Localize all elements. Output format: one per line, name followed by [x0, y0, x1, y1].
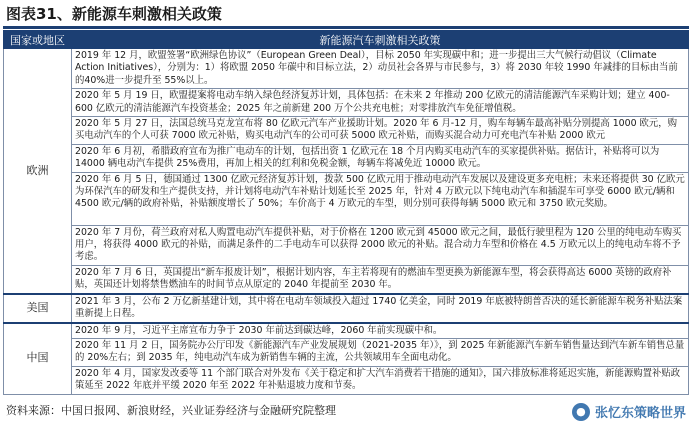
table-header-row — [4, 31, 689, 49]
title-rule — [3, 26, 689, 29]
policy-cell: 2020 年 4 月，国家发改委等 11 个部门联合对外发布《关于稳定和扩大汽车消费若干措施的通知》，国六排放标准将延迟实施，新能源购置补贴政策延至 2022 年底并平缓 2020 年至 2022 年补贴退坡力度和节奏。 — [72, 366, 689, 394]
region-usa: 美国 — [4, 294, 72, 323]
table-row — [4, 294, 689, 323]
source-note: 资料来源：中国日报网、新浪财经，兴业证券经济与金融研究院整理 — [6, 404, 336, 417]
policy-cell: 2020 年 11 月 2 日，国务院办公厅印发《新能源汽车产业发展规划（2021-2035 年）》，到 2025 年新能源汽车新车销售量达到汽车新车销售总量的 20%左右；到 2035 年，纯电动汽车成为新销售车辆的主流，公共领域用车全面电动化。 — [72, 339, 689, 367]
policy-cell: 2020 年 6 月 5 日，德国通过 1300 亿欧元经济复苏计划，拨款 500 亿欧元用于推动电动汽车发展以及建设更多充电桩；未来还将提供 30 亿欧元为环保汽车的研发和生产提供支持，并计划将电动汽车补贴计划延长至 2025 年，针对 4 万欧元以下纯电动汽车和插混车可享受 6000 欧元/辆和 4500 欧元/辆的政府补贴，补贴额度增长了 50%；车价高于 4 万欧元的车型，则分别可获得每辆 5000 欧元和 3750 欧元奖励。 — [72, 172, 689, 225]
policy-cell: 2019 年 12 月，欧盟签署“欧洲绿色协议”（European Green Deal），目标 2050 年实现碳中和；进一步提出三大气候行动倡议（Climate Action Initiatives），分别为：1）将欧盟 2050 年碳中和目标立法，2）动员社会各界与市民参与，3）将 2030 年较 1990 年减排的目标由当前的40%进一步提升至 55%以上。 — [72, 49, 689, 89]
wechat-icon: ● — [572, 403, 590, 421]
table-row — [4, 225, 689, 265]
policy-cell: 2020 年 5 月 27 日，法国总统马克龙宣布将 80 亿欧元汽车产业援助计划。2020 年 6 月-12 月，购车每辆车最高补贴分别提高 1000 欧元，购买电动汽车的个人可获 7000 欧元补贴，购买电动汽车的公司可获 5000 欧元补贴，而购买混合动力可充电汽车补贴 2000 欧元 — [72, 117, 689, 145]
table-row — [4, 339, 689, 367]
policy-cell: 2020 年 6 月初，希腊政府宣布为推广电动车的计划，包括出资 1 亿欧元在 18 个月内购买电动汽车的买家提供补贴。据估计，补贴将可以为 14000 辆电动汽车提供 25%费用，再加上相关的红利和免税金额，每辆车将减免近 10000 欧元。 — [72, 144, 689, 172]
table-row — [4, 144, 689, 172]
policy-cell: 2021 年 3 月，公布 2 万亿新基建计划，其中将在电动车领域投入超过 1740 亿美金，同时 2019 年底被特朗普否决的延长新能源车税务补贴法案重新提上日程。 — [72, 294, 689, 323]
watermark — [572, 402, 686, 421]
table-row — [4, 366, 689, 394]
table-row — [4, 49, 689, 89]
watermark-label: 张忆东策略世界 — [594, 406, 686, 421]
figure-title: 图表31、新能源车刺激相关政策 — [6, 5, 222, 23]
header-region: 国家或地区 — [4, 31, 72, 49]
region-china: 中国 — [4, 323, 72, 395]
region-europe: 欧洲 — [4, 49, 72, 294]
header-policy: 新能源汽车刺激相关政策 — [72, 31, 689, 49]
table-row — [4, 265, 689, 293]
policy-cell: 2020 年 5 月 19 日，欧盟提案将电动车纳入绿色经济复苏计划，具体包括：在未来 2 年推动 200 亿欧元的清洁能源汽车采购计划；建立 400-600 亿欧元的清洁能源汽车投资基金；2025 年之前新建 200 万个公共充电桩；对零排放汽车免征增值税。 — [72, 89, 689, 117]
table-row — [4, 117, 689, 145]
policy-table — [3, 30, 689, 395]
table-row — [4, 172, 689, 225]
policy-cell: 2020 年 7 月份，荷兰政府对私人购置电动汽车提供补贴，对于价格在 1200 欧元到 45000 欧元之间，最低行驶里程为 120 公里的纯电动车购买用户，将获得 4000 欧元的补贴，而满足条件的二手电动车可以获得 2000 欧元的补贴。混合动力车型和价格在 4.5 万欧元以上的纯电动车将不予考虑。 — [72, 225, 689, 265]
policy-cell: 2020 年 9 月，习近平主席宣布力争于 2030 年前达到碳达峰，2060 年前实现碳中和。 — [72, 323, 689, 339]
table-row — [4, 89, 689, 117]
table-row — [4, 323, 689, 339]
policy-cell: 2020 年 7 月 6 日，英国提出“新车报废计划”，根据计划内容，车主若将现有的燃油车型更换为新能源车型，将会获得高达 6000 英镑的政府补贴，英国还计划将禁售燃油车的时间节点从原定的 2040 年提前至 2030 年。 — [72, 265, 689, 293]
